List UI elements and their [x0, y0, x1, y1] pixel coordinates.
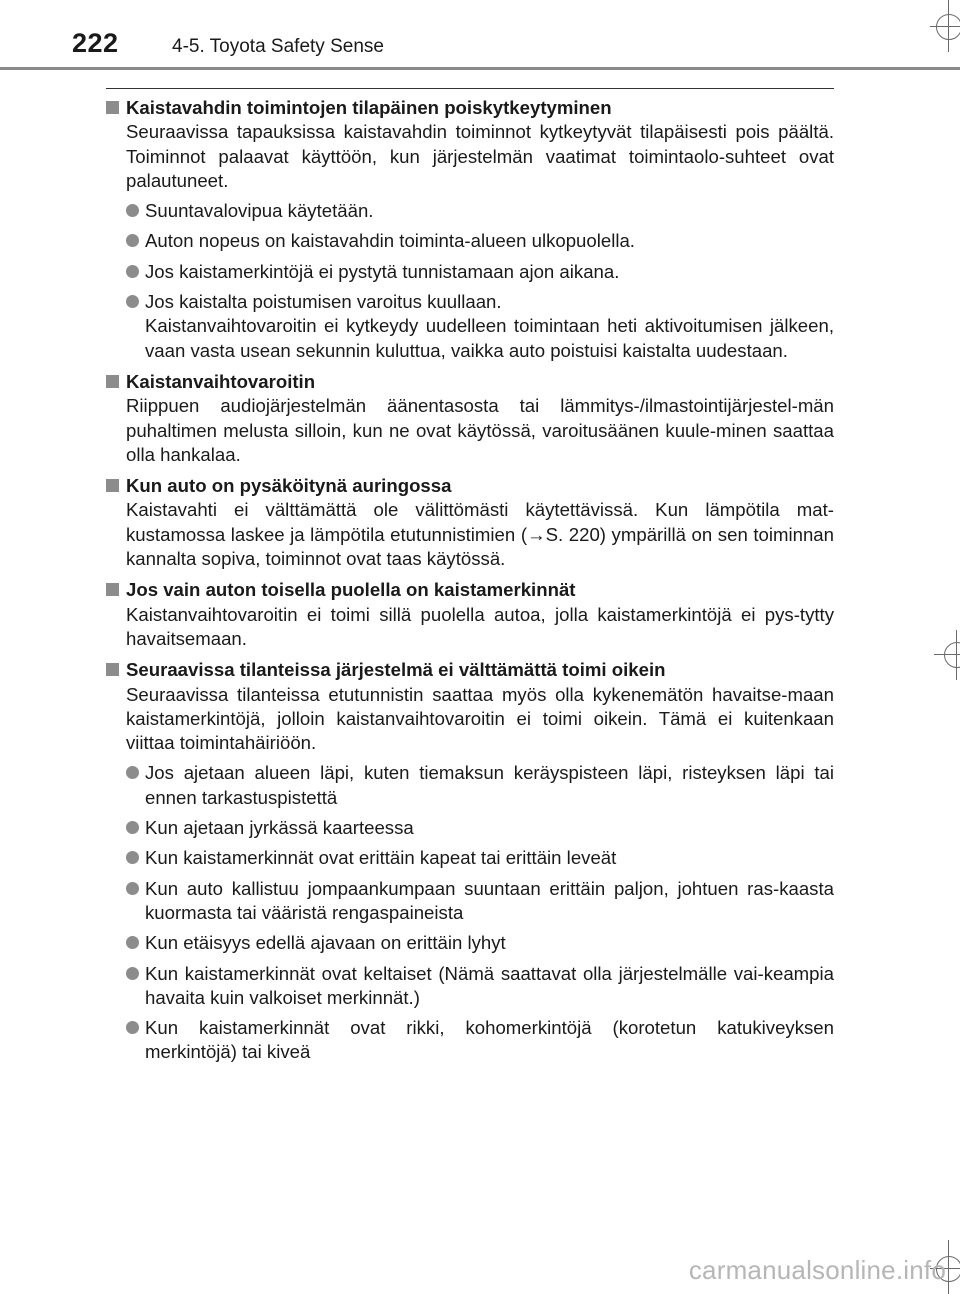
bullet-dot	[126, 295, 139, 308]
page-number: 222	[72, 28, 119, 58]
bullet-dot	[126, 234, 139, 247]
bullet-dot	[126, 882, 139, 895]
heading-text: Jos vain auton toisella puolella on kaistamerkinnät	[126, 579, 576, 601]
crop-mark-top-right	[918, 0, 960, 52]
bullet-dot	[126, 821, 139, 834]
heading-square-marker	[106, 375, 119, 388]
bullet-dot	[126, 265, 139, 278]
section-heading	[106, 578, 834, 602]
heading-square-marker	[106, 663, 119, 676]
section-heading	[106, 96, 834, 120]
list-item: Jos kaistamerkintöjä ei pystytä tunnistamaan ajon aikana.	[126, 260, 834, 284]
bullet-dot	[126, 967, 139, 980]
section-heading	[106, 474, 834, 498]
list-item: Jos ajetaan alueen läpi, kuten tiemaksun keräyspisteen läpi, risteyksen läpi tai ennen tarkastuspistettä	[126, 761, 834, 810]
section-paragraph: Kaistanvaihtovaroitin ei toimi sillä puolella autoa, jolla kaistamerkintöjä ei pys-tytty havaitsemaan.	[126, 603, 834, 649]
section-lane-change-warning	[106, 370, 834, 467]
section-parked-in-sun	[106, 474, 834, 571]
section-heading	[106, 658, 834, 682]
heading-text: Kun auto on pysäköitynä auringossa	[126, 475, 452, 497]
arrow-reference-icon: →	[527, 523, 546, 545]
content-top-rule	[106, 88, 834, 89]
section-temporary-deactivation	[106, 96, 834, 363]
bullet-note: Kaistanvaihtovaroitin ei kytkeydy uudelleen toimintaan heti aktivoitumisen jälkeen, vaan vasta usean sekunnin kuluttua, vaikka auto poistuisi kaistalta uudestaan.	[145, 315, 834, 361]
list-item: Kun ajetaan jyrkässä kaarteessa	[126, 816, 834, 840]
list-item: Kun auto kallistuu jompaankumpaan suuntaan erittäin paljon, johtuen ras-kaasta kuormasta tai vääristä rengaspaineista	[126, 877, 834, 926]
list-item: Kun kaistamerkinnät ovat erittäin kapeat tai erittäin leveät	[126, 846, 834, 870]
content	[106, 96, 834, 1072]
list-item: Suuntavalovipua käytetään.	[126, 199, 834, 223]
section-paragraph: Kaistavahti ei välttämättä ole välittömästi käytettävissä. Kun lämpötila mat-kustamossa laskee ja lämpötila etutunnistimien (→S. 220) ympärillä on sen toiminnan kannalta sopiva, toiminnot ovat taas käytössä.	[126, 499, 834, 570]
section-heading	[106, 370, 834, 394]
heading-text: Kaistanvaihtovaroitin	[126, 370, 316, 392]
bullet-list	[106, 761, 834, 1064]
bullet-dot	[126, 851, 139, 864]
list-item: Jos kaistalta poistumisen varoitus kuullaan. Kaistanvaihtovaroitin ei kytkeydy uudelleen toimintaan heti aktivoitumisen jälkeen, vaan vasta usean sekunnin kuluttua, vaikka auto poistuisi kaistalta uudestaan.	[126, 290, 834, 363]
section-may-not-work-correctly	[106, 658, 834, 1064]
heading-text: Seuraavissa tilanteissa järjestelmä ei välttämättä toimi oikein	[126, 659, 666, 681]
list-item: Kun kaistamerkinnät ovat rikki, kohomerkintöjä (korotetun katukiveyksen merkintöjä) tai kiveä	[126, 1016, 834, 1065]
heading-square-marker	[106, 101, 119, 114]
section-paragraph: Seuraavissa tilanteissa etutunnistin saattaa myös olla kykenemätön havaitse-maan kaistamerkintöjä, jolloin kaistanvaihtovaroitin ei toimi oikein. Tämä ei kuitenkaan viittaa toimintahäiriöön.	[126, 683, 834, 754]
list-item: Kun kaistamerkinnät ovat keltaiset (Nämä saattavat olla järjestelmälle vai-keampia havaita kuin valkoiset merkinnät.)	[126, 962, 834, 1011]
section-title: 4-5. Toyota Safety Sense	[172, 36, 384, 57]
section-one-side-markings	[106, 578, 834, 651]
heading-text: Kaistavahdin toimintojen tilapäinen poiskytkeytyminen	[126, 97, 612, 118]
bullet-dot	[126, 204, 139, 217]
section-paragraph: Seuraavissa tapauksissa kaistavahdin toiminnot kytkeytyvät tilapäisesti pois päältä. Toiminnot palaavat käyttöön, kun järjestelmän vaatimat toimintaolo-suhteet ovat palautuneet.	[126, 121, 834, 191]
list-item: Auton nopeus on kaistavahdin toiminta-alueen ulkopuolella.	[126, 229, 834, 253]
section-paragraph: Riippuen audiojärjestelmän äänentasosta tai lämmitys-/ilmastointijärjestel-män puhaltimen melusta silloin, kun ne ovat käytössä, varoitusäänen kuule-minen saattaa olla hankalaa.	[126, 395, 834, 465]
bullet-list	[106, 199, 834, 363]
bullet-dot	[126, 1021, 139, 1034]
heading-square-marker	[106, 479, 119, 492]
bullet-dot	[126, 766, 139, 779]
crop-mark-middle-right	[934, 630, 960, 680]
list-item: Kun etäisyys edellä ajavaan on erittäin lyhyt	[126, 931, 834, 955]
bullet-dot	[126, 936, 139, 949]
watermark: carmanualsonline.info	[688, 1255, 946, 1285]
heading-square-marker	[106, 583, 119, 596]
header-rule	[0, 67, 960, 70]
